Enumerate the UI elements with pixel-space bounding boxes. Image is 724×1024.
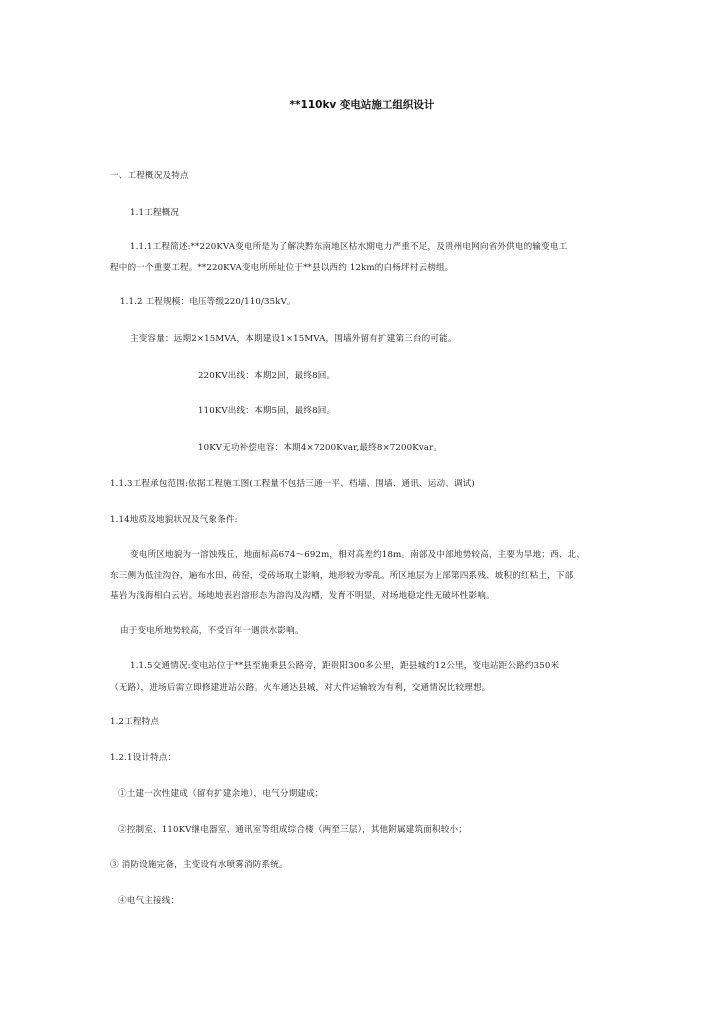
- paragraph-line: 1.1.3工程承包范围:依据工程施工图(工程量不包括三通一平、档墙、围墙、通讯、运动、调试): [110, 479, 475, 489]
- list-item: ②控制室、110KV继电器室、通讯室等组成综合楼（两至三层），其他附属建筑面积较小；: [118, 825, 467, 835]
- list-item: ④电气主接线：: [118, 896, 180, 906]
- paragraph-line: 由于变电所地势较高，不受百年一遇洪水影响。: [120, 626, 304, 636]
- paragraph-line: 程中的一个重要工程。**220KVA变电所所址位于**县以西约 12km的白杨坪村云榜组。: [110, 263, 454, 273]
- section-heading-1: 一、工程概况及特点: [110, 171, 189, 181]
- list-item: ①土建一次性建成（留有扩建余地），电气分期建成；: [118, 789, 324, 799]
- document-title: **110kv 变电站施工组织设计: [289, 99, 435, 111]
- paragraph-line: 1.14地质及地貌状况及气象条件:: [110, 515, 238, 525]
- paragraph-line: 1.1.1工程简述:**220KVA变电所是为了解决黔东南地区枯水期电力严重不足，及贵州电网向省外供电的输变电工: [130, 242, 568, 252]
- paragraph-line: 1.1.2 工程规模：电压等级220/110/35kV。: [120, 297, 296, 307]
- subsection-heading-1-1: 1.1工程概况: [130, 208, 180, 218]
- paragraph-line: 主变容量：远期2×15MVA，本期建设1×15MVA，围墙外留有扩建第三台的可能。: [130, 334, 457, 344]
- paragraph-line: 220KV出线：本期2回，最终8回。: [198, 371, 336, 381]
- paragraph-line: 东三侧为低洼沟谷，遍布水田、砖窑，受砖场取土影响，地形较为零乱。所区地层为上部第四系残、坡积的红粘土，下部: [110, 571, 574, 581]
- paragraph-line: 变电所区地貌为一溶蚀残丘，地面标高674～692m，相对高差约18m。南部及中部地势较高，主要为旱地；西、北、: [130, 550, 586, 560]
- paragraph-line: 基岩为浅海相白云岩。场地地表岩溶形态为溶沟及沟槽，发育不明显，对场地稳定性无破坏性影响。: [110, 591, 495, 601]
- list-item: ③ 消防设施完备，主变设有水喷雾消防系统。: [110, 860, 288, 870]
- paragraph-line: （无路），进场后需立即修建进站公路。火车通达县城，对大件运输较为有利，交通情况比较理想。: [110, 683, 491, 693]
- paragraph-line: 10KV无功补偿电容：本期4×7200Kvar,最终8×7200Kvar。: [198, 443, 443, 453]
- subsection-heading-1-2: 1.2工程特点: [110, 717, 160, 727]
- paragraph-line: 1.1.5交通情况:变电站位于**县至施秉县公路旁，距贵阳300多公里，距县城约12公里，变电站距公路约350米: [130, 661, 560, 671]
- paragraph-line: 1.2.1设计特点：: [110, 753, 177, 763]
- paragraph-line: 110KV出线：本期5回，最终8回。: [198, 406, 336, 416]
